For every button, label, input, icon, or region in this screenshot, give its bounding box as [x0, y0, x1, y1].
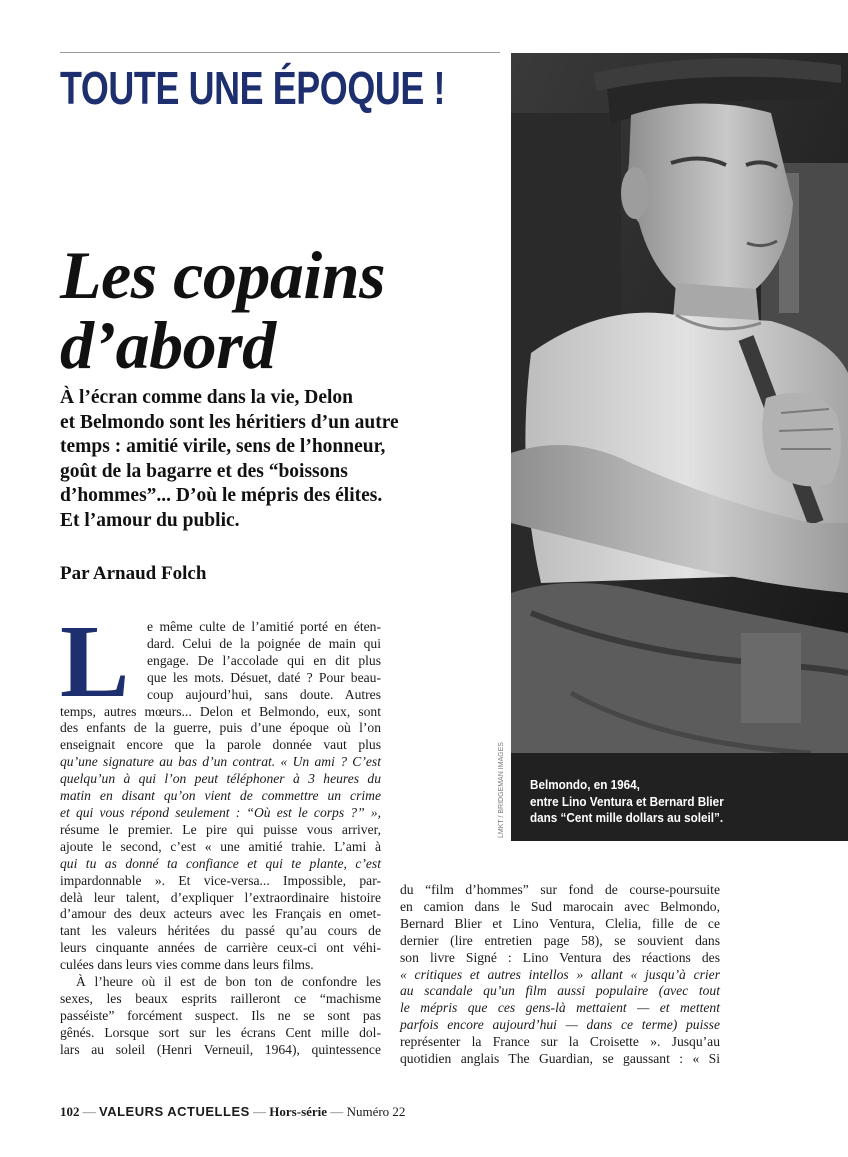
body-line: enseignait encore que la parole donnée vaut plus	[60, 737, 381, 753]
footer-separator: —	[82, 1104, 96, 1119]
body-line: qu’une signature au bas d’un contrat. « Un ami ? C’est	[60, 754, 381, 770]
body-line: ajoute le second, c’est « une amitié trahie. L’ami à	[60, 838, 381, 854]
body-column-1	[60, 604, 381, 1059]
dropcap: L	[60, 604, 130, 719]
issue-number: Numéro 22	[346, 1104, 406, 1119]
body-line: À l’heure où il est de bon ton de confondre les	[76, 974, 381, 990]
standfirst-line: À l’écran comme dans la vie, Delon	[60, 387, 353, 408]
body-line: engage. De l’accolade qui en dit plus	[147, 652, 381, 668]
caption-line: Belmondo, en 1964,	[530, 777, 640, 792]
standfirst-line: Et l’amour du public.	[60, 509, 240, 531]
body-line: gênés. Lorsque sort sur les écrans Cent mille dol-	[60, 1024, 381, 1040]
body-line: le mépris que ces gens-là mettaient — et mettent	[400, 1000, 720, 1016]
photo-belmondo-1964	[511, 53, 848, 841]
body-line: sexes, les beaux esprits railleront ce “machisme	[60, 990, 381, 1006]
magazine-name: VALEURS ACTUELLES	[99, 1104, 250, 1119]
body-line: impardonnable ». Et vice-versa... Impossible, par-	[60, 872, 381, 888]
top-rule	[60, 52, 500, 53]
body-line: dernier (lire entretien page 58), se souvient dans	[400, 932, 720, 948]
standfirst-line: temps : amitié virile, sens de l’honneur,	[60, 436, 386, 458]
byline: Par Arnaud Folch	[60, 563, 207, 584]
section-kicker: TOUTE UNE ÉPOQUE !	[60, 62, 446, 114]
body-line: résume le premier. Le pire qui puisse vous arriver,	[60, 821, 381, 837]
body-line: coup aujourd’hui, sans doute. Autres	[147, 686, 381, 702]
body-line: quelqu’un à qui l’on peut téléphoner à 3 heures du	[60, 771, 381, 787]
caption-line: dans “Cent mille dollars au soleil”.	[530, 810, 724, 825]
body-line: du “film d’hommes” sur fond de course-poursuite	[400, 882, 720, 897]
body-line: leurs cinquante années de carrière ceux-ci ont véhi-	[60, 940, 381, 956]
photo-caption	[530, 777, 809, 827]
page-footer	[60, 1104, 405, 1120]
body-line: e même culte de l’amitié porté en éten-	[147, 619, 381, 634]
headline-line: d’abord	[60, 307, 276, 383]
body-line: représenter la France sur la Croisette ». Jusqu’au	[400, 1034, 720, 1050]
footer-separator: —	[253, 1104, 267, 1119]
standfirst	[60, 386, 490, 534]
standfirst-line: et Belmondo sont les héritiers d’un autre	[60, 411, 399, 433]
page-number: 102	[60, 1104, 80, 1119]
headline-line: Les copains	[60, 237, 386, 313]
body-column-2	[400, 882, 720, 1068]
body-line: tant les valeurs héritées du passé qu’au cours de	[60, 923, 381, 939]
body-line: son livre Signé : Lino Ventura des réactions des	[400, 949, 720, 965]
issue-type: Hors-série	[269, 1104, 328, 1119]
headline	[60, 237, 520, 383]
body-line: temps, autres mœurs... Delon et Belmondo, eux, sont	[60, 703, 381, 719]
photo-illustration	[511, 53, 848, 841]
standfirst-line: goût de la bagarre et des “boissons	[60, 460, 348, 482]
standfirst-line: d’hommes”... D’où le mépris des élites.	[60, 485, 383, 507]
body-line: des enfants de la guerre, puis d’une époque où l’on	[60, 720, 381, 736]
body-line: culées dans leurs vies comme dans leurs films.	[60, 957, 314, 973]
body-line: passéiste” forcément suspect. Ils ne se sont pas	[60, 1007, 381, 1023]
body-line: delà leur talent, d’expliquer l’extraordinaire histoire	[60, 889, 381, 905]
body-line: lars au soleil (Henri Verneuil, 1964), quintessence	[60, 1041, 381, 1057]
caption-line: entre Lino Ventura et Bernard Blier	[530, 793, 724, 809]
body-line: que les mots. Désuet, daté ? Pour beau-	[147, 669, 381, 685]
body-line: Bernard Blier et Lino Ventura, Clelia, fille de ce	[400, 915, 720, 931]
footer-separator: —	[330, 1104, 344, 1119]
body-line: d’amour des deux acteurs avec les Français en omet-	[60, 906, 381, 922]
body-line: et qui vous répond seulement : “Où est le corps ?” »,	[60, 804, 381, 820]
body-line: parfois encore aujourd’hui — dans ce terme) puisse	[400, 1017, 720, 1033]
body-line: quotidien anglais The Guardian, se gaussant : « Si	[400, 1051, 720, 1067]
body-line: qui tu as donné ta confiance et qui te plante, c’est	[60, 855, 381, 871]
body-line: dard. Celui de la poignée de main qui	[147, 635, 381, 651]
body-line: en camion dans le Sud marocain avec Belmondo,	[400, 898, 720, 914]
photo-credit: LMKT / BRIDGEMAN IMAGES	[498, 742, 505, 838]
body-line: « critiques et autres intellos » allant « jusqu’à crier	[400, 966, 720, 982]
body-line: matin en disant qu’on vient de commettre un crime	[60, 788, 381, 804]
body-line: au scandale qu’un film aussi populaire (avec tout	[400, 983, 720, 999]
